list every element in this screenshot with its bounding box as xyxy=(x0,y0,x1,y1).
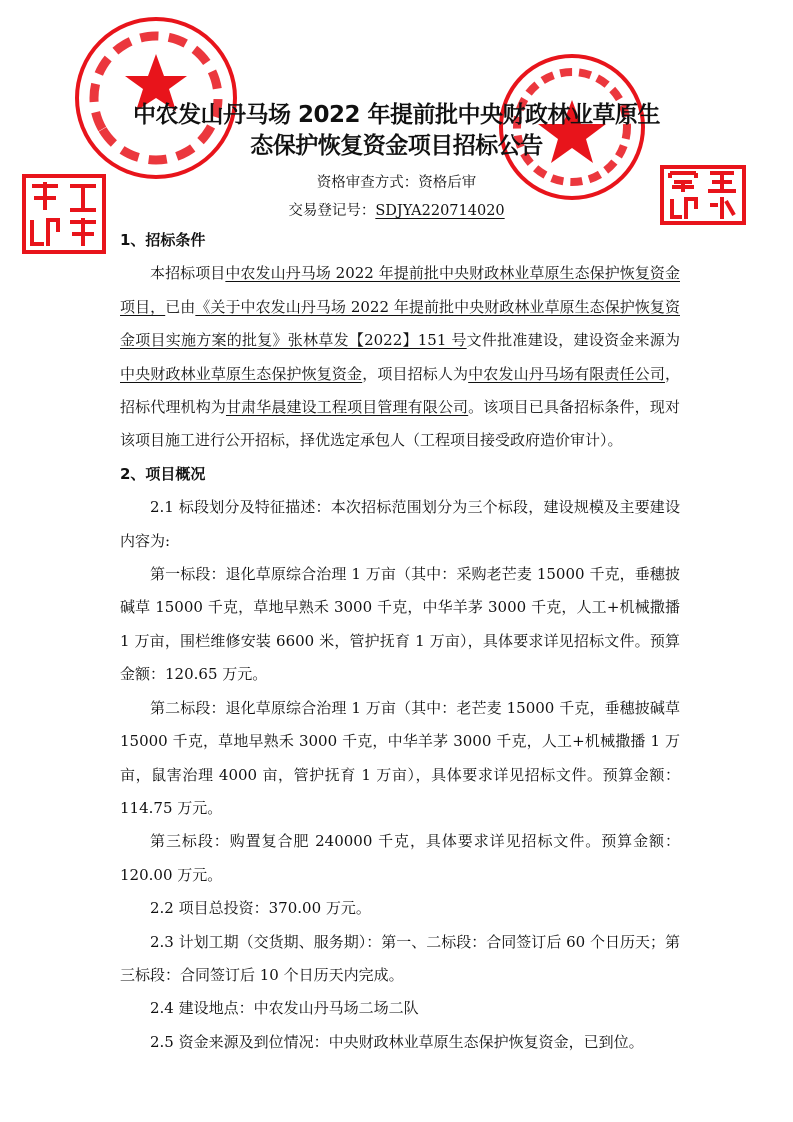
section-1-heading: 1、招标条件 xyxy=(120,231,206,249)
underlined-fill-in-text: 中农发山丹马场有限责任公司 xyxy=(468,364,665,383)
underlined-fill-in-text: 中农发山丹马场 2022 年提前批中央财政林业草原生态保护恢复资金项目， xyxy=(120,264,680,316)
registration-number xyxy=(0,199,793,220)
title-line-2: 态保护恢复资金项目招标公告 xyxy=(250,133,543,159)
underlined-fill-in-text: 中央财政林业草原生态保护恢复资金 xyxy=(120,364,363,383)
underlined-fill-in-text: 《关于中农发山丹马场 2022 年提前批中央财政林业草原生态保护恢复资金项目实施方案的批复》张林草发【2022】151 号 xyxy=(120,297,680,350)
underlined-fill-in-text: 甘肃华晨建设工程项目管理有限公司 xyxy=(225,398,469,417)
paragraph: 第二标段：退化草原综合治理 1 万亩（其中：老芒麦 15000 千克，垂穗披碱草 15000 千克，草地早熟禾 3000 千克，中华羊茅 3000 千克，人工+机械撒播 1 万亩，鼠害治理 4000 亩，管护抚育 1 万亩），具体要求详见招标文件。预算金额：114.75 万元。 xyxy=(120,698,680,817)
paragraph: 2.5 资金来源及到位情况：中央财政林业草原生态保护恢复资金，已到位。 xyxy=(150,1032,644,1051)
paragraph-text: ，项目招标人为 xyxy=(362,364,469,383)
registration-label: 交易登记号： xyxy=(288,203,376,219)
paragraph-text: 本招标项目 xyxy=(150,264,226,283)
section-2-heading: 2、项目概况 xyxy=(120,464,206,483)
registration-value: SDJYA220714020 xyxy=(375,203,505,219)
paragraph: 第三标段：购置复合肥 240000 千克，具体要求详见招标文件。预算金额：120.00 万元。 xyxy=(120,832,680,884)
paragraph: 2.2 项目总投资：370.00 万元。 xyxy=(150,899,371,918)
section-2-paragraphs xyxy=(120,491,680,1059)
paragraph-text: 。该项目已具备招标条件，现对该项目施工进行公开招标，择优选定承包人（工程项目接受政府造价审计）。 xyxy=(120,398,680,450)
paragraph-text: 文件批准建设，建设资金来源为 xyxy=(466,331,680,350)
paragraph: 2.1 标段划分及特征描述：本次招标范围划分为三个标段，建设规模及主要建设内容为: xyxy=(120,498,680,550)
document-title xyxy=(0,100,793,162)
paragraph-text: ，招标代理机构为 xyxy=(120,364,680,417)
review-method: 资格审查方式：资格后审 xyxy=(316,175,477,191)
paragraph: 2.3 计划工期（交货期、服务期）：第一、二标段：合同签订后 60 个日历天；第三标段：合同签订后 10 个日历天内完成。 xyxy=(120,932,680,984)
document-body xyxy=(120,224,680,1059)
paragraph: 2.4 建设地点：中农发山丹马场二场二队 xyxy=(150,999,419,1018)
paragraph: 第一标段：退化草原综合治理 1 万亩（其中：采购老芒麦 15000 千克，垂穗披碱草 15000 千克，草地早熟禾 3000 千克，中华羊茅 3000 千克，人工+机械撒播 1 万亩，围栏维修安装 6600 米，管护抚育 1 万亩），具体要求详见招标文件。预算金额：120.65 万元。 xyxy=(120,565,680,684)
paragraph-text: 已由 xyxy=(165,297,196,316)
title-line-1: 中农发山丹马场 2022 年提前批中央财政林业草原生 xyxy=(132,102,661,128)
section-1-paragraph xyxy=(120,257,680,457)
